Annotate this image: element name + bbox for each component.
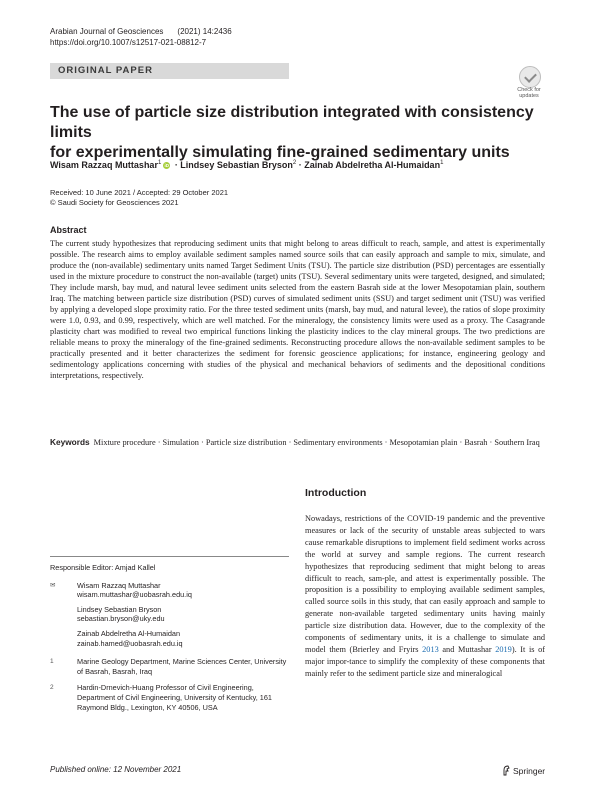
affiliation-text: Hardin-Drnevich-Huang Professor of Civil Engineering, Department of Civil Engineering, University of Kentucky, 161 Raymond Bldg., Lexington, KY 40506, USA xyxy=(77,683,272,712)
author-2-affil: 2 xyxy=(292,160,297,166)
contact-name: Lindsey Sebastian Bryson xyxy=(77,604,162,614)
mail-icon: ✉ xyxy=(50,581,56,589)
footnotes xyxy=(50,563,290,717)
abstract-body: The current study hypothesizes that reproducing sediment units that might belong to areas difficult to reach, sample, and attest is experimentally possible. The research aims to employ available sediment samples named source soils that can easily approach and sample to mix, simulate, and produce the (non-available) sedimentary units named Target Sediment Units (TSU). The particle size distribution (PSD) percentages are essentially used in the mixture procedure to construct the non-available (target) units (TSU). Several sedimentary units were targeted, designed, and simulated; They include marsh, bay mud, and natural levee sediment units selected from the eastern Basrah side at the lower Mesopotamian plain, southern Iraq. The matching between particle size distribution (PSD) curves of simulated sediment units (SSU) and target sediment unit (TSU) was verified by applying a developed slope proximity ratio. For the three tested sediment units (marsh, bay mud, and natural levee), the ratios of slope proximity were 1.0, 0.93, and 0.99, respectively, which are well matched. For the mineralogy, the consistency limits were used as a proxy. The Casagrande plasticity chart was modified to reveal two empirical functions linking the plasticity indices to the clay mineral groups. The two predictions are reliable means to proxy the mineralogy of the fine-grained sediments. Reconstructing procedure allows the non-available sediment samples to be practically presented and it better characterizes the sediment for forensic geoscience applications; for instance, engineering geology and sedimentology applications concerning with studies of the physical and mechanical behaviors of sediments and the depositional conditions interpretations, respectively. xyxy=(50,239,545,380)
title-line-2: for experimentally simulating fine-grained sedimentary units xyxy=(50,144,510,161)
affiliation-text: Marine Geology Department, Marine Sciences Center, University of Basrah, Basrah, Iraq xyxy=(77,657,287,676)
contact-name: Wisam Razzaq Muttashar xyxy=(77,580,161,590)
check-for-updates-button[interactable] xyxy=(515,66,543,100)
intro-text: ). It is of major impor-tance to simplify the complexity of these components that mainly refer to the sediment particle size and mineralogical xyxy=(305,644,546,678)
check-updates-icon xyxy=(519,66,541,88)
springer-logo xyxy=(502,765,545,776)
doi-link[interactable]: https://doi.org/10.1007/s12517-021-08812-7 xyxy=(50,38,207,47)
keywords-label: Keywords xyxy=(50,437,90,447)
contact-email[interactable]: sebastian.bryson@uky.edu xyxy=(77,614,165,624)
author-list xyxy=(50,157,540,171)
copyright: © Saudi Society for Geosciences 2021 xyxy=(50,198,179,207)
ref-link-2019[interactable]: 2019 xyxy=(495,644,512,654)
intro-text: and Muttashar xyxy=(438,644,496,654)
article-dates: Received: 10 June 2021 / Accepted: 29 October 2021 xyxy=(50,188,229,197)
corresponding-author-2 xyxy=(50,605,290,624)
publisher-name: Springer xyxy=(513,766,546,776)
ref-link-2013[interactable]: 2013 xyxy=(422,644,439,654)
title-line-1: The use of particle size distribution integrated with consistency limits xyxy=(50,104,534,141)
keywords-text: Mixture procedure · Simulation · Particle size distribution · Sedimentary environments · Mesopotamian plain · Basrah · Southern Iraq xyxy=(93,438,540,447)
orcid-icon[interactable]: iD xyxy=(164,163,170,168)
intro-body xyxy=(305,513,545,680)
author-3-affil: 1 xyxy=(440,160,444,166)
paper-title xyxy=(50,103,540,163)
corresponding-author-1 xyxy=(50,581,290,600)
author-2[interactable]: · Lindsey Sebastian Bryson xyxy=(174,160,293,170)
affiliation-mark: 1 xyxy=(50,658,54,666)
affiliation-2 xyxy=(50,683,290,712)
contact-email[interactable]: zainab.hamed@uobasrah.edu.iq xyxy=(77,638,183,648)
intro-heading: Introduction xyxy=(305,487,367,499)
abstract-heading: Abstract xyxy=(50,225,87,235)
journal-name: Arabian Journal of Geosciences xyxy=(50,27,164,36)
author-1-affil: 1 xyxy=(157,160,162,166)
keywords xyxy=(50,437,545,449)
section-band xyxy=(50,63,289,79)
affiliation-mark: 2 xyxy=(50,684,54,692)
intro-text: Nowadays, restrictions of the COVID-19 pandemic and the preventive measures or lack of the security of unstable areas subjected to wars cause remarkable disruptions to implement field sediment works across the world at survey and sample regions. The current research hypothesizes that reproducing sediment that might belong to areas difficult to reach, sam-ple, and attest is experimentally possible. The proposition is a possibility to employing available sediment samples, called source soils in this study, that can easily approach and sample to generate non-available targeted sedimentary units having mainly particle size distribution data. However, due to the complexity of the components of sedimentary units, it is a challenge to simulate and model them (Brierley and Fryirs xyxy=(305,514,545,654)
journal-header xyxy=(50,27,232,37)
contact-email[interactable]: wisam.muttashar@uobasrah.edu.iq xyxy=(77,590,192,600)
corresponding-author-3 xyxy=(50,629,290,648)
author-1[interactable]: Wisam Razzaq Muttashar xyxy=(50,160,158,170)
springer-horse-icon xyxy=(502,765,511,776)
journal-volume: (2021) 14:2436 xyxy=(177,27,232,36)
contact-name: Zainab Abdelretha Al-Humaidan xyxy=(77,628,181,638)
author-3[interactable]: · Zainab Abdelretha Al-Humaidan xyxy=(298,160,441,170)
footnote-divider xyxy=(50,556,289,557)
published-date: Published online: 12 November 2021 xyxy=(50,765,182,774)
responsible-editor: Responsible Editor: Amjad Kallel xyxy=(50,563,156,572)
section-label: ORIGINAL PAPER xyxy=(58,65,153,76)
check-updates-label: Check for updates xyxy=(517,87,541,99)
affiliation-1 xyxy=(50,657,290,676)
